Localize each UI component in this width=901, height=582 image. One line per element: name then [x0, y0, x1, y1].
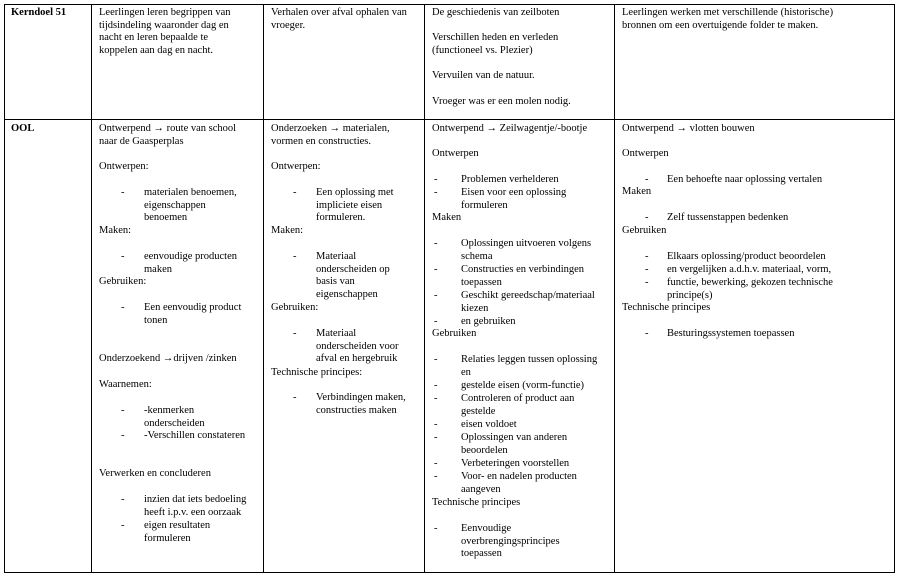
column-divider — [614, 4, 615, 573]
list-item: onderscheiden voor — [316, 340, 399, 352]
list-dash: - — [645, 251, 649, 262]
list-item: gestelde — [461, 405, 496, 417]
list-item: tonen — [144, 314, 168, 326]
list-item: formuleren — [144, 532, 191, 544]
section-heading: Gebruiken: — [271, 302, 319, 313]
list-item: Een behoefte naar oplossing vertalen — [667, 174, 823, 185]
list-item: toepassen — [461, 276, 502, 288]
list-dash: - — [121, 494, 125, 505]
list-item: afval en hergebruik — [316, 353, 398, 365]
list-dash: - — [293, 328, 297, 339]
list-item: Elkaars oplossing/product beoordelen — [667, 251, 826, 262]
list-item: eigenschappen — [316, 288, 378, 300]
list-item: Zelf tussenstappen bedenken — [667, 212, 789, 223]
list-item: formuleren — [461, 199, 508, 211]
list-item: -kenmerken — [144, 405, 195, 416]
section-heading: Technische principes — [622, 302, 711, 313]
list-item: schema — [461, 250, 493, 262]
list-dash: - — [434, 471, 438, 482]
list-dash: - — [434, 354, 438, 365]
list-item: Verbindingen maken, — [316, 392, 406, 403]
ool-col1-title: naar de Gaasperplas — [99, 135, 184, 147]
header-col3-title: De geschiedenis van zeilboten — [432, 7, 560, 18]
section-heading: Ontwerpen: — [271, 161, 321, 172]
header-col2-line: Verhalen over afval ophalen van — [271, 7, 407, 18]
list-dash: - — [121, 251, 125, 262]
list-item: basis van — [316, 276, 355, 288]
list-item: overbrengingsprincipes — [461, 535, 560, 547]
list-item: eenvoudige producten — [144, 251, 238, 262]
list-item: en vergelijken a.d.h.v. materiaal, vorm, — [667, 264, 832, 275]
list-item: eisen voldoet — [461, 419, 517, 430]
list-item: kiezen — [461, 302, 489, 314]
list-item: Materiaal — [316, 251, 357, 262]
list-item: Voor- en nadelen producten — [461, 471, 577, 482]
list-dash: - — [434, 187, 438, 198]
list-dash: - — [434, 290, 438, 301]
section-heading: Gebruiken: — [99, 276, 147, 287]
section-heading: Ontwerpen — [432, 148, 479, 159]
list-item: Eenvoudige — [461, 523, 512, 534]
list-dash: - — [121, 187, 125, 198]
header-col3-line: Vroeger was er een molen nodig. — [432, 96, 571, 107]
list-item: eigenschappen — [144, 199, 206, 211]
section-heading: Technische principes — [432, 497, 521, 508]
list-item: Constructies en verbindingen — [461, 264, 585, 275]
header-col4-line: Leerlingen werken met verschillende (historische) — [622, 7, 834, 18]
list-item: onderscheiden — [144, 417, 205, 429]
section-heading: Technische principes: — [271, 367, 363, 378]
ool-col2-title: vormen en constructies. — [271, 135, 372, 147]
section-heading: Ontwerpen — [622, 148, 669, 159]
column-divider — [91, 4, 92, 573]
list-dash: - — [434, 380, 438, 391]
list-dash: - — [434, 316, 438, 327]
list-item: benoemen — [144, 212, 188, 224]
list-item: beoordelen — [461, 444, 508, 456]
list-dash: - — [434, 264, 438, 275]
list-item: principe(s) — [667, 289, 713, 301]
header-col1-line: koppelen aan dag en nacht. — [99, 44, 213, 56]
list-item: -Verschillen constateren — [144, 430, 246, 441]
section-heading: Verwerken en concluderen — [99, 468, 211, 479]
list-item: en — [461, 366, 471, 378]
section-heading: Maken — [432, 212, 462, 223]
header-col3-line: Verschillen heden en verleden — [432, 32, 559, 43]
row-divider — [4, 119, 895, 120]
list-dash: - — [645, 212, 649, 223]
section-heading: Maken — [622, 186, 652, 197]
list-dash: - — [121, 430, 125, 441]
list-item: Problemen verhelderen — [461, 174, 559, 185]
section-heading: Maken: — [99, 225, 132, 236]
header-col3-line: (functioneel vs. Plezier) — [432, 44, 533, 56]
list-dash: - — [434, 174, 438, 185]
list-item: en gebruiken — [461, 316, 516, 327]
list-dash: - — [434, 238, 438, 249]
list-item: functie, bewerking, gekozen technische — [667, 277, 833, 288]
table-border-left — [4, 4, 5, 573]
list-item: maken — [144, 263, 172, 275]
header-col3-line: Vervuilen van de natuur. — [432, 70, 535, 81]
table-border-bottom — [4, 572, 895, 573]
list-dash: - — [645, 277, 649, 288]
list-item: formuleren. — [316, 212, 366, 224]
kerndoel-label: Kerndoel 51 — [11, 7, 67, 18]
list-item: Oplossingen uitvoeren volgens — [461, 238, 592, 249]
list-dash: - — [121, 405, 125, 416]
list-dash: - — [434, 432, 438, 443]
list-item: Een oplossing met — [316, 187, 394, 198]
list-item: inzien dat iets bedoeling — [144, 494, 247, 505]
header-col4-line: bronnen om een overtuigende folder te maken. — [622, 19, 819, 31]
table-border-top — [4, 4, 895, 5]
header-col1-line: nacht en leren bepaalde te — [99, 32, 209, 44]
list-item: Verbeteringen voorstellen — [461, 458, 570, 469]
header-col1-line: tijdsindeling waaronder dag en — [99, 19, 229, 31]
list-item: onderscheiden op — [316, 263, 390, 275]
list-dash: - — [121, 302, 125, 313]
column-divider — [424, 4, 425, 573]
list-item: materialen benoemen, — [144, 187, 237, 198]
list-item: Een eenvoudig product — [144, 302, 242, 313]
list-dash: - — [434, 523, 438, 534]
header-col1-line: Leerlingen leren begrippen van — [99, 7, 231, 18]
list-item: gestelde eisen (vorm-functie) — [461, 380, 585, 391]
list-item: toepassen — [461, 548, 502, 560]
list-dash: - — [293, 251, 297, 262]
table-border-right — [894, 4, 895, 573]
list-dash: - — [434, 419, 438, 430]
ool-label: OOL — [11, 123, 35, 134]
list-item: eigen resultaten — [144, 520, 211, 531]
list-dash: - — [645, 328, 649, 339]
list-dash: - — [293, 187, 297, 198]
ool-col4-title: Ontwerpend → vlotten bouwen — [622, 123, 755, 134]
header-col2-line: vroeger. — [271, 19, 306, 31]
section-heading: Onderzoekend →drijven /zinken — [99, 353, 237, 364]
list-item: constructies maken — [316, 404, 397, 416]
ool-col2-title: Onderzoeken → materialen, — [271, 123, 390, 134]
list-dash: - — [645, 264, 649, 275]
list-dash: - — [293, 392, 297, 403]
list-dash: - — [434, 393, 438, 404]
section-heading: Waarnemen: — [99, 379, 152, 390]
section-heading: Ontwerpen: — [99, 161, 149, 172]
list-item: Controleren of product aan — [461, 393, 575, 404]
list-item: Relaties leggen tussen oplossing — [461, 354, 598, 365]
list-item: Oplossingen van anderen — [461, 432, 568, 443]
list-item: aangeven — [461, 483, 501, 495]
list-dash: - — [121, 520, 125, 531]
column-divider — [263, 4, 264, 573]
section-heading: Maken: — [271, 225, 304, 236]
section-heading: Gebruiken — [432, 328, 477, 339]
list-item: Geschikt gereedschap/materiaal — [461, 290, 595, 301]
list-item: Materiaal — [316, 328, 357, 339]
list-dash: - — [645, 174, 649, 185]
list-dash: - — [434, 458, 438, 469]
ool-col1-title: Ontwerpend → route van school — [99, 123, 237, 134]
list-item: impliciete eisen — [316, 199, 383, 211]
list-item: Eisen voor een oplossing — [461, 187, 567, 198]
section-heading: Gebruiken — [622, 225, 667, 236]
list-item: Besturingssystemen toepassen — [667, 328, 795, 339]
list-item: heeft i.p.v. een oorzaak — [144, 506, 242, 518]
ool-col3-title: Ontwerpend → Zeilwagentje/-bootje — [432, 123, 588, 134]
